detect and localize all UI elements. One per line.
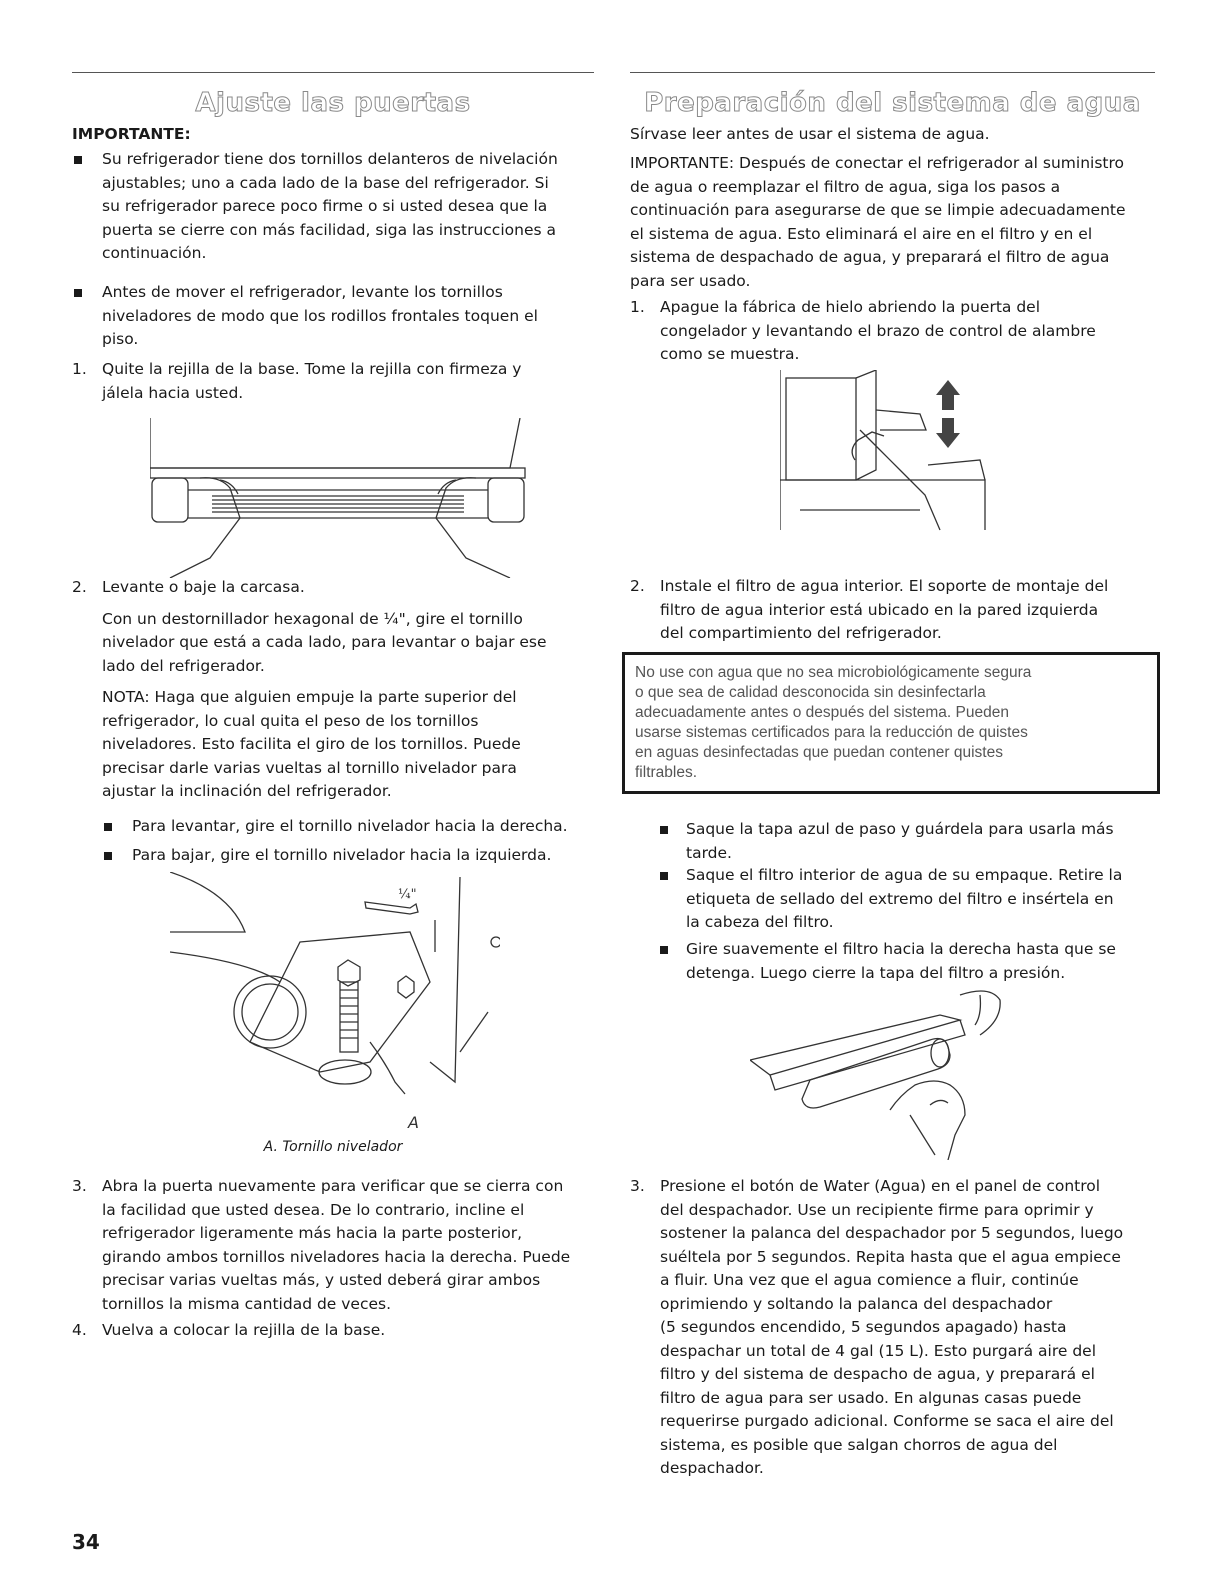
text-line: piso.	[102, 330, 139, 348]
figure-caption: A. Tornillo nivelador	[263, 1139, 403, 1155]
intro-text: Sírvase leer antes de usar el sistema de agua.	[630, 125, 990, 143]
bullet-marker	[660, 826, 668, 834]
text-line: Con un destornillador hexagonal de ¼", gire el tornillo	[102, 609, 523, 628]
text-line: su refrigerador parece poco firme o si usted desea que la	[102, 197, 548, 215]
bullet-marker	[104, 852, 112, 860]
important-paragraph	[630, 152, 1126, 293]
text-line: de agua o reemplazar el filtro de agua, siga los pasos a	[630, 177, 1061, 196]
text-line: del compartimiento del refrigerador.	[660, 624, 942, 642]
text-line: niveladores de modo que los rodillos frontales toquen el	[102, 306, 538, 325]
text-line: ajustables; uno a cada lado de la base del refrigerador. Si	[102, 173, 549, 192]
text-line: la facilidad que usted desea. De lo contrario, incline el	[102, 1200, 525, 1219]
text-line: adecuadamente antes o después del sistema. Pueden	[635, 704, 1009, 721]
sub-bullet-lower: Para bajar, gire el tornillo nivelador hacia la izquierda.	[132, 846, 552, 864]
text-line: lado del refrigerador.	[102, 656, 265, 675]
nota-paragraph	[102, 686, 521, 804]
text-line: Apague la fábrica de hielo abriendo la puerta del	[660, 298, 1041, 316]
text-line: Presione el botón de Water (Agua) en el panel de control	[660, 1177, 1101, 1195]
text-line: del despachador. Use un recipiente firme para oprimir y	[660, 1200, 1094, 1219]
filter-install-illustration	[750, 985, 1030, 1160]
step2-raise-lower	[102, 576, 547, 678]
text-line: filtrables.	[635, 764, 698, 781]
important-label: IMPORTANTE:	[72, 125, 191, 143]
text-line: Abra la puerta nuevamente para verificar que se cierra con	[102, 1177, 564, 1195]
text-line: usarse sistemas certificados para la reducción de quistes	[635, 724, 1028, 741]
bullet-turn-filter	[686, 938, 1116, 985]
text-line: puerta se cierre con más facilidad, siga las instrucciones a	[102, 220, 556, 239]
text-line: No use con agua que no sea microbiológicamente segura	[635, 664, 1032, 681]
section-title-doors: Ajuste las puertas	[195, 88, 471, 118]
bullet-marker	[74, 289, 82, 297]
text-line: refrigerador ligeramente más hacia la parte posterior,	[102, 1224, 523, 1242]
step-number: 1.	[72, 360, 87, 378]
text-line: Antes de mover el refrigerador, levante los tornillos	[102, 283, 503, 301]
bullet-remove-cap	[686, 818, 1114, 865]
base-grille-illustration	[150, 418, 540, 578]
step4-replace-grille: Vuelva a colocar la rejilla de la base.	[102, 1321, 386, 1339]
bullet-leveling-screws	[102, 148, 558, 266]
text-line: detenga. Luego cierre la tapa del filtro a presión.	[686, 963, 1066, 982]
step-number: 2.	[630, 577, 645, 595]
text-line: como se muestra.	[660, 345, 800, 363]
text-line: suéltela por 5 segundos. Repita hasta que el agua empiece	[660, 1247, 1121, 1266]
text-line: Saque la tapa azul de paso y guárdela para usarla más	[686, 820, 1114, 838]
text-line: Quite la rejilla de la base. Tome la rejilla con firmeza y	[102, 360, 522, 378]
ice-maker-illustration	[780, 370, 1000, 570]
text-line: Saque el filtro interior de agua de su empaque. Retire la	[686, 866, 1123, 884]
bullet-marker	[660, 946, 668, 954]
text-line: sostener la palanca del despachador por 5 segundos, luego	[660, 1224, 1124, 1242]
text-line: precisar varias vueltas más, y usted deberá girar ambos	[102, 1271, 541, 1289]
page-number: 34	[72, 1530, 100, 1554]
text-line: tarde.	[686, 843, 732, 862]
water-safety-warning-box	[622, 652, 1160, 794]
text-line: filtro y del sistema de despacho de agua, y preparará el	[660, 1365, 1095, 1383]
text-line: el sistema de agua. Esto eliminará el aire en el filtro y en el	[630, 224, 1093, 243]
text-line: ajustar la inclinación del refrigerador.	[102, 782, 392, 800]
right-column	[630, 0, 1155, 1585]
bullet-unpack-filter	[686, 864, 1122, 935]
text-line: despachar un total de 4 gal (15 L). Esto purgará aire del	[660, 1341, 1097, 1360]
step1-remove-grille	[102, 358, 521, 405]
step3-purge-water	[660, 1175, 1123, 1481]
left-column	[72, 0, 594, 1585]
text-line: a fluir. Una vez que el agua comience a fluir, continúe	[660, 1271, 1079, 1289]
text-line: para ser usado.	[630, 271, 751, 290]
bullet-before-moving	[102, 281, 538, 352]
text-line: requerirse purgado adicional. Conforme se saca el aire del	[660, 1412, 1114, 1430]
step2-install-filter	[660, 575, 1108, 646]
text-line: sistema, es posible que salgan chorros de agua del	[660, 1435, 1058, 1454]
text-line: refrigerador, lo cual quita el peso de los tornillos	[102, 711, 479, 730]
step-number: 3.	[72, 1177, 87, 1195]
text-line: precisar darle varias vueltas al tornillo nivelador para	[102, 758, 517, 777]
text-line: filtro de agua interior está ubicado en la pared izquierda	[660, 600, 1099, 619]
text-line: continuación para asegurarse de que se limpie adecuadamente	[630, 201, 1126, 219]
callout-a-label: A	[408, 1113, 419, 1132]
text-line: Su refrigerador tiene dos tornillos delanteros de nivelación	[102, 150, 558, 168]
text-line: o que sea de calidad desconocida sin desinfectarla	[635, 684, 986, 701]
text-line: NOTA: Haga que alguien empuje la parte superior del	[102, 688, 517, 706]
text-line: niveladores. Esto facilita el giro de los tornillos. Puede	[102, 735, 521, 753]
text-line: Gire suavemente el filtro hacia la derecha hasta que se	[686, 940, 1116, 958]
text-line: jálela hacia usted.	[102, 383, 244, 402]
text-line: etiqueta de sellado del extremo del filtro e insértela en	[686, 889, 1114, 908]
text-line: en aguas desinfectadas que puedan contener quistes	[635, 744, 1003, 761]
step-number: 3.	[630, 1177, 645, 1195]
step1-turn-off-ice-maker	[660, 296, 1096, 367]
text-line: la cabeza del filtro.	[686, 913, 834, 931]
leveling-screw-illustration	[170, 872, 500, 1132]
section-title-water-system: Preparación del sistema de agua	[644, 88, 1141, 118]
text-line: sistema de despachado de agua, y preparará el filtro de agua	[630, 248, 1110, 266]
text-line: continuación.	[102, 244, 207, 262]
sub-bullet-raise: Para levantar, gire el tornillo nivelador hacia la derecha.	[132, 817, 568, 835]
quarter-inch-label: ¼"	[398, 887, 417, 902]
text-line: nivelador que está a cada lado, para levantar o bajar ese	[102, 633, 547, 651]
text-line: tornillos la misma cantidad de veces.	[102, 1294, 392, 1313]
bullet-marker	[74, 156, 82, 164]
text-line: IMPORTANTE: Después de conectar el refrigerador al suministro	[630, 154, 1124, 172]
text-line: Instale el filtro de agua interior. El soporte de montaje del	[660, 577, 1109, 595]
text-line: filtro de agua para ser usado. En algunas casas puede	[660, 1388, 1082, 1407]
text-line: despachador.	[660, 1459, 764, 1477]
step-number: 4.	[72, 1321, 87, 1339]
bullet-marker	[660, 872, 668, 880]
bullet-marker	[104, 823, 112, 831]
step-number: 2.	[72, 578, 87, 596]
text-line: congelador y levantando el brazo de control de alambre	[660, 321, 1096, 340]
step3-check-door	[102, 1175, 570, 1316]
text-line: oprimiendo y soltando la palanca del despachador	[660, 1294, 1053, 1313]
text-line: girando ambos tornillos niveladores hacia la derecha. Puede	[102, 1247, 571, 1266]
step-number: 1.	[630, 298, 645, 316]
text-line: Levante o baje la carcasa.	[102, 578, 305, 596]
text-line: (5 segundos encendido, 5 segundos apagado) hasta	[660, 1318, 1067, 1336]
